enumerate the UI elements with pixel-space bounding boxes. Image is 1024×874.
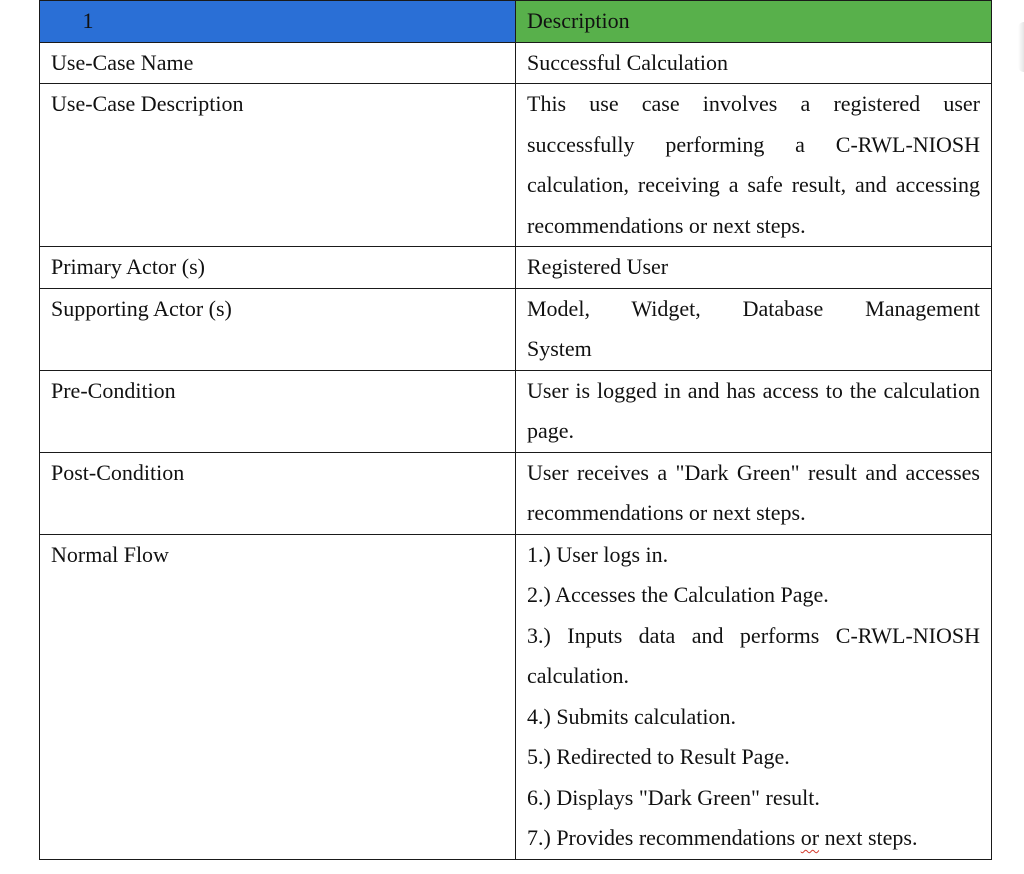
flow-step-5: 5.) Redirected to Result Page. [527, 744, 790, 769]
use-case-description-value: This use case involves a registered user successfully performing a C-RWL-NIOSH calculation, receiving a safe result, and accessing recommendations or next steps. [516, 84, 992, 247]
flow-step-7-end: next steps. [819, 825, 918, 850]
flow-step-2: 2.) Accesses the Calculation Page. [527, 582, 829, 607]
post-condition-value: User receives a "Dark Green" result and accesses recommendations or next steps. [516, 452, 992, 534]
table-row-normal-flow [40, 534, 992, 859]
use-case-name-label: Use-Case Name [40, 42, 516, 84]
supporting-actor-line-1: Model, Widget, Database Management [527, 295, 980, 321]
header-description-cell: Description [516, 1, 992, 43]
header-number-cell: 1 [40, 1, 516, 43]
primary-actor-label: Primary Actor (s) [40, 247, 516, 289]
primary-actor-value: Registered User [516, 247, 992, 289]
use-case-table [39, 0, 992, 860]
flow-step-1: 1.) User logs in. [527, 541, 669, 567]
normal-flow-value [516, 534, 992, 859]
table-row-use-case-description [40, 84, 992, 247]
post-condition-label: Post-Condition [40, 452, 516, 534]
spellcheck-flagged-word[interactable]: or [800, 825, 820, 850]
supporting-actor-value [516, 288, 992, 370]
flow-step-4: 4.) Submits calculation. [527, 703, 736, 729]
page-edge-shadow [1018, 22, 1024, 72]
flow-step-6: 6.) Displays "Dark Green" result. [527, 784, 820, 810]
table-row-primary-actor [40, 247, 992, 289]
table-row-pre-condition [40, 370, 992, 452]
supporting-actor-label: Supporting Actor (s) [40, 288, 516, 370]
table-header-row [40, 1, 992, 43]
flow-step-7-start: 7.) Provides recommendations [527, 825, 801, 850]
pre-condition-label: Pre-Condition [40, 370, 516, 452]
table-row-use-case-name [40, 42, 992, 84]
table-row-post-condition [40, 452, 992, 534]
supporting-actor-line-2: System [527, 336, 592, 361]
normal-flow-label: Normal Flow [40, 534, 516, 859]
table-row-supporting-actor [40, 288, 992, 370]
use-case-description-label: Use-Case Description [40, 84, 516, 247]
use-case-name-value: Successful Calculation [516, 42, 992, 84]
flow-step-7 [527, 818, 980, 859]
pre-condition-value: User is logged in and has access to the calculation page. [516, 370, 992, 452]
flow-step-3: 3.) Inputs data and performs C-RWL-NIOSH calculation. [527, 622, 980, 688]
